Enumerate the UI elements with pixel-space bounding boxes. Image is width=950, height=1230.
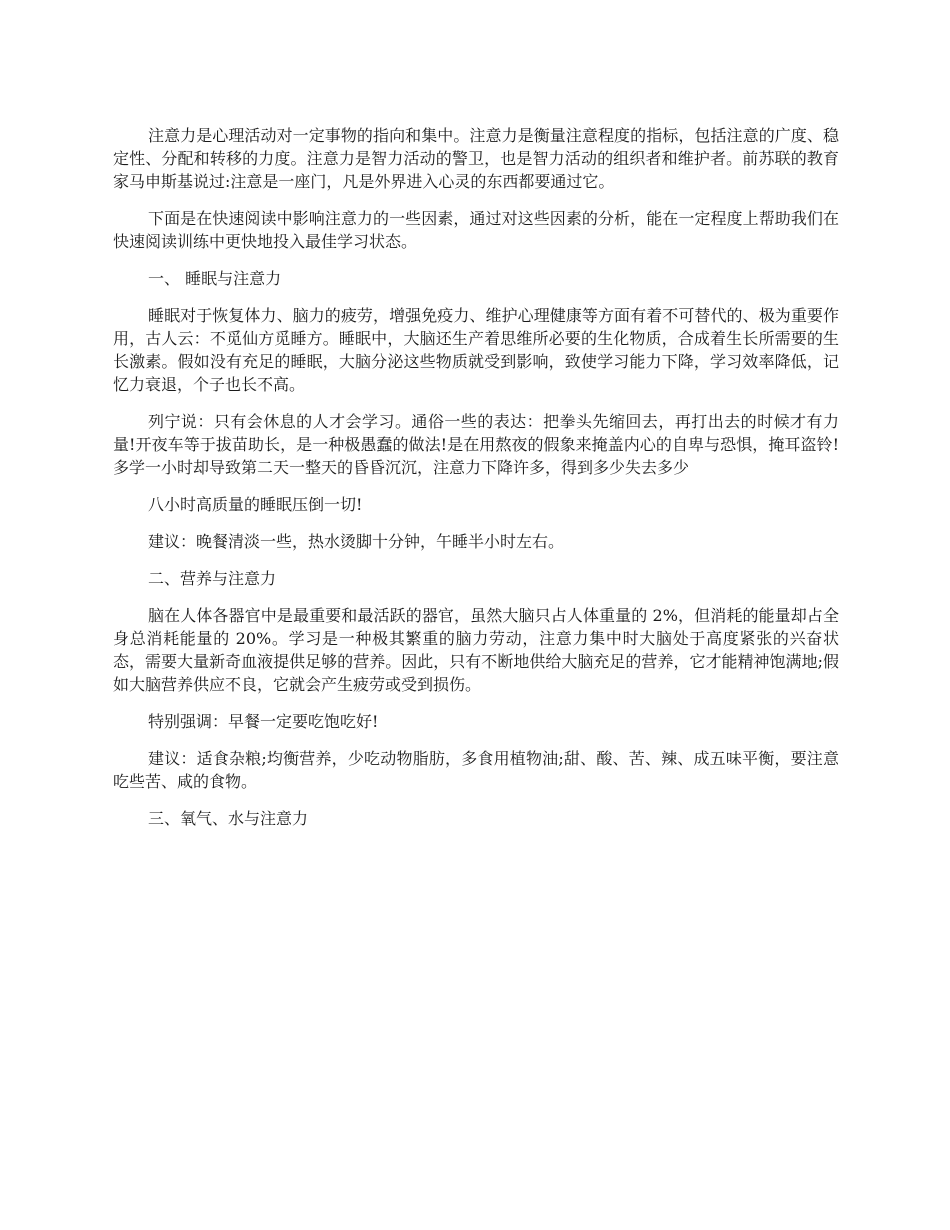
paragraph-lenin-quote: 列宁说：只有会休息的人才会学习。通俗一些的表达：把拳头先缩回去，再打出去的时候才有力量!开夜车等于拔苗助长，是一种极愚蠢的做法!是在用熬夜的假象来掩盖内心的自卑与恐惧，掩耳盗铃!多学一小时却导致第二天一整天的昏昏沉沉，注意力下降许多，得到多少失去多少 [113,412,839,477]
paragraph-nutrition-advice: 建议：适食杂粮;均衡营养，少吃动物脂肪，多食用植物油;甜、酸、苦、辣、成五味平衡，要注意吃些苦、咸的食物。 [113,749,839,791]
section-heading-sleep: 一、 睡眠与注意力 [148,269,282,288]
paragraph-sleep-advice: 建议：晚餐清淡一些，热水烫脚十分钟，午睡半小时左右。 [148,532,565,551]
paragraph-breakfast-emphasis: 特别强调：早餐一定要吃饱吃好! [148,712,379,731]
document-page [113,124,839,844]
section-heading-nutrition: 二、营养与注意力 [148,569,277,588]
paragraph-brain-energy: 脑在人体各器官中是最重要和最活跃的器官，虽然大脑只占人体重量的 2%，但消耗的能量却占全身总消耗能量的 20%。学习是一种极其繁重的脑力劳动，注意力集中时大脑处于高度紧张的兴奋状态，需要大量新奇血液提供足够的营养。因此，只有不断地供给大脑充足的营养，它才能精神饱满地;假如大脑营养供应不良，它就会产生疲劳或受到损伤。 [113,606,839,694]
paragraph-sleep-importance: 睡眠对于恢复体力、脑力的疲劳，增强免疫力、维护心理健康等方面有着不可替代的、极为重要作用，古人云：不觅仙方觅睡方。睡眠中，大脑还生产着思维所必要的生化物质，合成着生长所需要的生长激素。假如没有充足的睡眠，大脑分泌这些物质就受到影响，致使学习能力下降，学习效率降低，记忆力衰退，个子也长不高。 [113,306,839,394]
paragraph-overview: 下面是在快速阅读中影响注意力的一些因素，通过对这些因素的分析，能在一定程度上帮助我们在快速阅读训练中更快地投入最佳学习状态。 [113,209,839,251]
section-heading-oxygen-water: 三、氧气、水与注意力 [148,809,309,828]
paragraph-eight-hours: 八小时高质量的睡眠压倒一切! [148,495,363,514]
paragraph-intro: 注意力是心理活动对一定事物的指向和集中。注意力是衡量注意程度的指标，包括注意的广度、稳定性、分配和转移的力度。注意力是智力活动的警卫，也是智力活动的组织者和维护者。前苏联的教育家马申斯基说过:注意是一座门，凡是外界进入心灵的东西都要通过它。 [113,126,839,191]
